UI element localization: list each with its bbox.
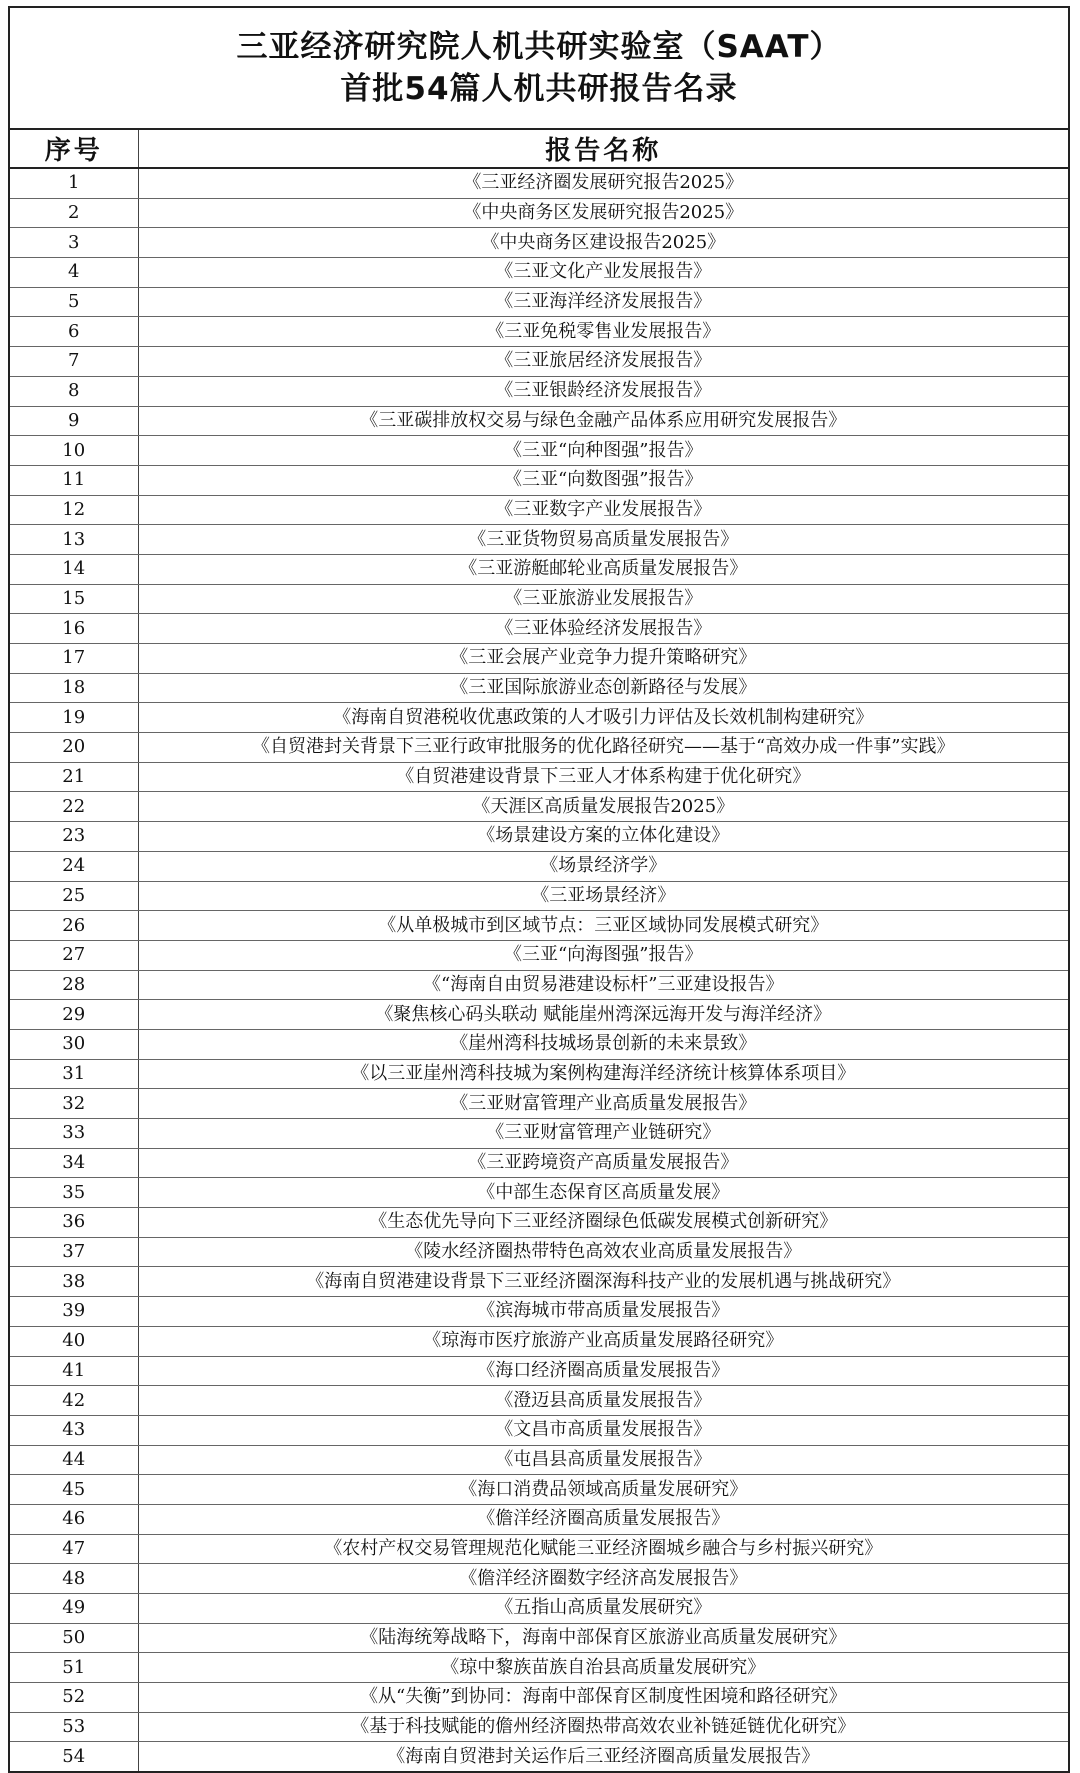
table-row [10,1504,1068,1534]
table-row [10,1564,1068,1594]
serial-number-cell: 32 [10,1089,138,1119]
report-name-cell: 《场景建设方案的立体化建设》 [138,822,1068,852]
report-name-cell: 《澄迈县高质量发展报告》 [138,1386,1068,1416]
table-row [10,792,1068,822]
table-row [10,644,1068,674]
report-name-cell: 《场景经济学》 [138,851,1068,881]
serial-number-cell: 40 [10,1326,138,1356]
table-row [10,406,1068,436]
report-name-cell: 《海南自贸港建设背景下三亚经济圈深海科技产业的发展机遇与挑战研究》 [138,1267,1068,1297]
report-name-cell: 《三亚体验经济发展报告》 [138,614,1068,644]
serial-number-cell: 5 [10,287,138,317]
table-row [10,614,1068,644]
table-row [10,465,1068,495]
serial-number-cell: 42 [10,1386,138,1416]
serial-number-cell: 51 [10,1653,138,1683]
table-row [10,1029,1068,1059]
serial-number-cell: 45 [10,1475,138,1505]
serial-number-cell: 50 [10,1623,138,1653]
table-row [10,1000,1068,1030]
report-name-cell: 《三亚财富管理产业高质量发展报告》 [138,1089,1068,1119]
serial-number-cell: 44 [10,1445,138,1475]
serial-number-cell: 18 [10,673,138,703]
table-row [10,1742,1068,1771]
table-row [10,1683,1068,1713]
report-name-cell: 《海南自贸港封关运作后三亚经济圈高质量发展报告》 [387,1745,820,1767]
report-name-cell: 《海口消费品领域高质量发展研究》 [138,1475,1068,1505]
report-name-cell: 《三亚货物贸易高质量发展报告》 [138,525,1068,555]
report-name-cell: 《农村产权交易管理规范化赋能三亚经济圈城乡融合与乡村振兴研究》 [138,1534,1068,1564]
serial-number-cell: 26 [10,911,138,941]
serial-number-cell: 3 [10,228,138,258]
table-row [10,1475,1068,1505]
table-row [10,317,1068,347]
table-row [10,436,1068,466]
serial-number-cell: 13 [10,525,138,555]
report-name-cell: 《三亚旅居经济发展报告》 [138,347,1068,377]
serial-number-cell: 33 [10,1119,138,1149]
report-name-cell: 《“海南自由贸易港建设标杆”三亚建设报告》 [138,970,1068,1000]
report-name-cell: 《陆海统筹战略下，海南中部保育区旅游业高质量发展研究》 [138,1623,1068,1653]
serial-number-cell: 11 [10,465,138,495]
title-block [10,8,1068,130]
serial-number-cell: 2 [10,198,138,228]
report-name-cell: 《琼中黎族苗族自治县高质量发展研究》 [138,1653,1068,1683]
report-name-cell: 《中央商务区发展研究报告2025》 [138,198,1068,228]
report-name-cell: 《三亚经济圈发展研究报告2025》 [138,168,1068,198]
report-name-cell: 《滨海城市带高质量发展报告》 [138,1297,1068,1327]
table-row [10,376,1068,406]
report-list-document [8,6,1070,1773]
serial-number-cell: 53 [10,1712,138,1742]
serial-number-cell: 47 [10,1534,138,1564]
serial-number-cell: 8 [10,376,138,406]
report-name-cell: 《自贸港封关背景下三亚行政审批服务的优化路径研究——基于“高效办成一件事”实践》 [138,733,1068,763]
table-row [10,911,1068,941]
report-name-cell: 《崖州湾科技城场景创新的未来景致》 [138,1029,1068,1059]
table-row [10,584,1068,614]
table-row [10,1445,1068,1475]
serial-number-cell: 24 [10,851,138,881]
report-name-cell: 《天涯区高质量发展报告2025》 [138,792,1068,822]
report-name-cell: 《文昌市高质量发展报告》 [138,1415,1068,1445]
serial-number-cell: 41 [10,1356,138,1386]
table-row [10,1326,1068,1356]
table-row [10,703,1068,733]
serial-number-cell: 54 [10,1742,138,1771]
table-row [10,198,1068,228]
serial-number-cell: 23 [10,822,138,852]
serial-number-cell: 14 [10,554,138,584]
table-row [10,940,1068,970]
serial-number-cell: 49 [10,1594,138,1624]
table-row [10,495,1068,525]
serial-number-cell: 20 [10,733,138,763]
report-name-cell: 《三亚数字产业发展报告》 [138,495,1068,525]
report-name-cell: 《中央商务区建设报告2025》 [138,228,1068,258]
serial-number-cell: 30 [10,1029,138,1059]
serial-number-cell: 35 [10,1178,138,1208]
table-row [10,347,1068,377]
table-row [10,1148,1068,1178]
report-name-cell: 《三亚“向种图强”报告》 [138,436,1068,466]
table-row [10,1178,1068,1208]
serial-number-cell: 28 [10,970,138,1000]
table-row [10,258,1068,288]
serial-number-cell: 52 [10,1683,138,1713]
report-name-cell: 《三亚国际旅游业态创新路径与发展》 [138,673,1068,703]
table-row [10,287,1068,317]
serial-number-cell: 46 [10,1504,138,1534]
table-row [10,822,1068,852]
report-name-cell: 《三亚“向数图强”报告》 [138,465,1068,495]
table-row [10,1059,1068,1089]
report-name-cell: 《三亚碳排放权交易与绿色金融产品体系应用研究发展报告》 [138,406,1068,436]
serial-number-cell: 9 [10,406,138,436]
table-row [10,762,1068,792]
report-name-cell: 《三亚会展产业竞争力提升策略研究》 [138,644,1068,674]
table-row [10,1119,1068,1149]
report-name-cell: 《三亚文化产业发展报告》 [138,258,1068,288]
table-row [10,1386,1068,1416]
header-serial-number: 序号 [10,130,138,168]
document-title: 三亚经济研究院人机共研实验室（SAAT） [236,29,842,65]
serial-number-cell: 31 [10,1059,138,1089]
report-name-cell: 《儋洋经济圈高质量发展报告》 [138,1504,1068,1534]
document-subtitle: 首批54篇人机共研报告名录 [340,71,738,107]
report-name-cell: 《五指山高质量发展研究》 [138,1594,1068,1624]
table-header-row [10,130,1068,168]
table-row [10,228,1068,258]
table-row [10,1267,1068,1297]
report-name-cell: 《陵水经济圈热带特色高效农业高质量发展报告》 [138,1237,1068,1267]
report-name-cell: 《从单极城市到区域节点：三亚区域协同发展模式研究》 [138,911,1068,941]
table-row [10,881,1068,911]
report-name-cell: 《海南自贸港税收优惠政策的人才吸引力评估及长效机制构建研究》 [138,703,1068,733]
serial-number-cell: 21 [10,762,138,792]
table-row [10,554,1068,584]
serial-number-cell: 6 [10,317,138,347]
table-row [10,1356,1068,1386]
report-name-cell: 《三亚场景经济》 [138,881,1068,911]
report-name-cell: 《基于科技赋能的儋州经济圈热带高效农业补链延链优化研究》 [138,1712,1068,1742]
serial-number-cell: 1 [10,168,138,198]
report-name-cell: 《三亚旅游业发展报告》 [138,584,1068,614]
serial-number-cell: 16 [10,614,138,644]
report-name-cell: 《中部生态保育区高质量发展》 [138,1178,1068,1208]
table-row [10,1089,1068,1119]
table-row [10,970,1068,1000]
serial-number-cell: 25 [10,881,138,911]
report-name-cell: 《聚焦核心码头联动 赋能崖州湾深远海开发与海洋经济》 [138,1000,1068,1030]
report-name-cell: 《从“失衡”到协同：海南中部保育区制度性困境和路径研究》 [138,1683,1068,1713]
serial-number-cell: 43 [10,1415,138,1445]
serial-number-cell: 39 [10,1297,138,1327]
report-name-cell: 《三亚免税零售业发展报告》 [138,317,1068,347]
serial-number-cell: 17 [10,644,138,674]
report-name-cell: 《自贸港建设背景下三亚人才体系构建于优化研究》 [138,762,1068,792]
table-row [10,733,1068,763]
report-name-cell: 《生态优先导向下三亚经济圈绿色低碳发展模式创新研究》 [138,1208,1068,1238]
serial-number-cell: 34 [10,1148,138,1178]
table-row [10,168,1068,198]
report-name-cell: 《儋洋经济圈数字经济高发展报告》 [138,1564,1068,1594]
table-row [10,851,1068,881]
serial-number-cell: 37 [10,1237,138,1267]
report-name-cell: 《琼海市医疗旅游产业高质量发展路径研究》 [138,1326,1068,1356]
report-name-cell: 《三亚银龄经济发展报告》 [138,376,1068,406]
serial-number-cell: 27 [10,940,138,970]
serial-number-cell: 19 [10,703,138,733]
report-name-cell: 《以三亚崖州湾科技城为案例构建海洋经济统计核算体系项目》 [138,1059,1068,1089]
table-row [10,1653,1068,1683]
serial-number-cell: 22 [10,792,138,822]
report-name-cell: 《海口经济圈高质量发展报告》 [138,1356,1068,1386]
table-row [10,1623,1068,1653]
report-name-cell: 《三亚财富管理产业链研究》 [138,1119,1068,1149]
serial-number-cell: 29 [10,1000,138,1030]
serial-number-cell: 10 [10,436,138,466]
table-row [10,673,1068,703]
report-name-cell: 《三亚海洋经济发展报告》 [138,287,1068,317]
serial-number-cell: 48 [10,1564,138,1594]
serial-number-cell: 12 [10,495,138,525]
table-row [10,1594,1068,1624]
table-body [10,168,1068,1771]
serial-number-cell: 7 [10,347,138,377]
table-row [10,1712,1068,1742]
report-name-cell: 《屯昌县高质量发展报告》 [138,1445,1068,1475]
report-name-cell: 《三亚跨境资产高质量发展报告》 [138,1148,1068,1178]
serial-number-cell: 38 [10,1267,138,1297]
serial-number-cell: 36 [10,1208,138,1238]
header-report-name: 报告名称 [138,130,1068,168]
serial-number-cell: 4 [10,258,138,288]
table-row [10,525,1068,555]
report-table [10,130,1068,1771]
report-name-cell: 《三亚游艇邮轮业高质量发展报告》 [138,554,1068,584]
table-row [10,1534,1068,1564]
table-row [10,1208,1068,1238]
report-name-cell: 《三亚“向海图强”报告》 [138,940,1068,970]
table-row [10,1237,1068,1267]
serial-number-cell: 15 [10,584,138,614]
table-row [10,1297,1068,1327]
table-row [10,1415,1068,1445]
